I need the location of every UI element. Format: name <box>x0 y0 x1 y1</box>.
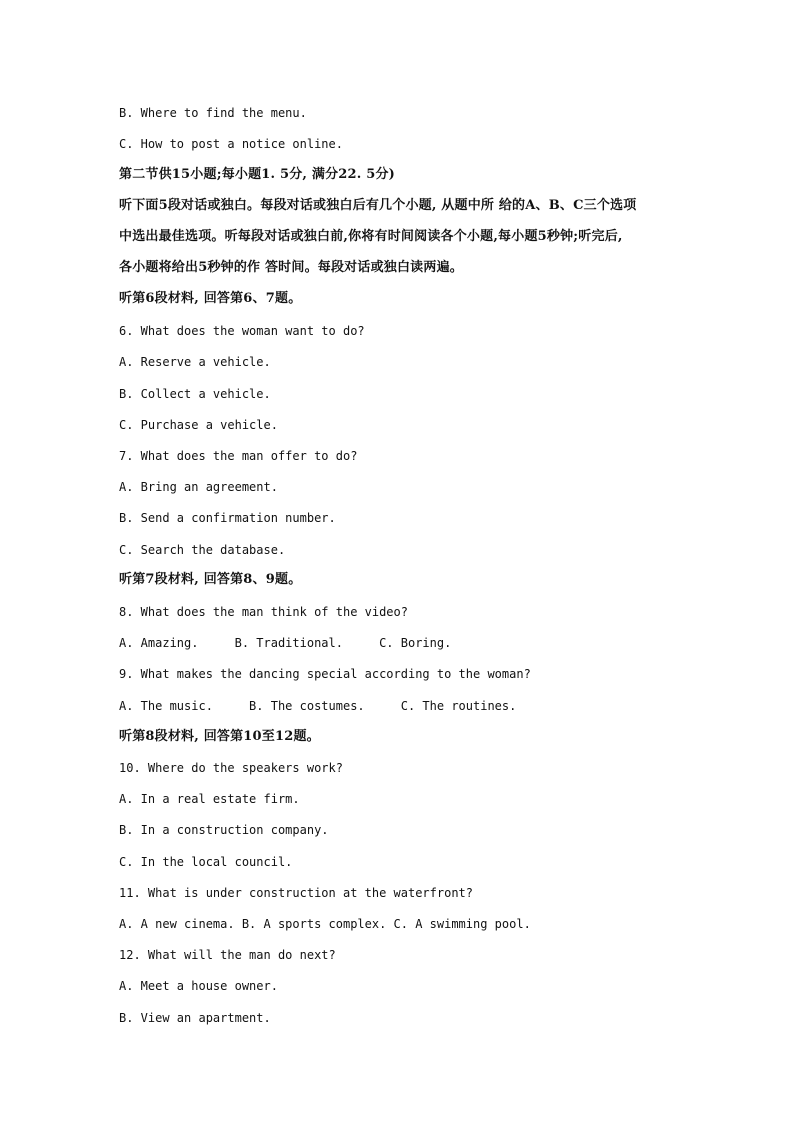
q6-option-a: A. Reserve a vehicle. <box>119 355 271 369</box>
question-11: 11. What is under construction at the waterfront? <box>119 886 474 900</box>
option-c-post-notice: C. How to post a notice online. <box>119 137 343 151</box>
passage-7-heading: 听第7段材料, 回答第8、9题。 <box>119 572 302 587</box>
question-12: 12. What will the man do next? <box>119 948 336 962</box>
q9-options: A. The music. B. The costumes. C. The routines. <box>119 699 517 713</box>
question-7: 7. What does the man offer to do? <box>119 449 358 463</box>
q8-options: A. Amazing. B. Traditional. C. Boring. <box>119 636 452 650</box>
question-9: 9. What makes the dancing special according to the woman? <box>119 667 531 681</box>
q10-option-b: B. In a construction company. <box>119 823 329 837</box>
q7-option-b: B. Send a confirmation number. <box>119 511 336 525</box>
question-6: 6. What does the woman want to do? <box>119 324 365 338</box>
passage-6-heading: 听第6段材料, 回答第6、7题。 <box>119 291 302 306</box>
option-b-find-menu: B. Where to find the menu. <box>119 106 307 120</box>
q11-options: A. A new cinema. B. A sports complex. C. A swimming pool. <box>119 917 531 931</box>
q6-option-b: B. Collect a vehicle. <box>119 387 271 401</box>
instructions-line-3: 各小题将给出5秒钟的作 答时间。每段对话或独白读两遍。 <box>119 260 463 275</box>
passage-8-heading: 听第8段材料, 回答第10至12题。 <box>119 729 320 744</box>
q7-option-a: A. Bring an agreement. <box>119 480 278 494</box>
section-two-heading: 第二节供15小题;每小题1. 5分, 满分22. 5分) <box>119 167 396 182</box>
q7-option-c: C. Search the database. <box>119 543 286 557</box>
question-10: 10. Where do the speakers work? <box>119 761 343 775</box>
q6-option-c: C. Purchase a vehicle. <box>119 418 278 432</box>
q10-option-a: A. In a real estate firm. <box>119 792 300 806</box>
q12-option-a: A. Meet a house owner. <box>119 979 278 993</box>
q10-option-c: C. In the local council. <box>119 855 293 869</box>
instructions-line-1: 听下面5段对话或独白。每段对话或独白后有几个小题, 从题中所 给的A、B、C三个选项 <box>119 198 637 213</box>
q12-option-b: B. View an apartment. <box>119 1011 271 1025</box>
instructions-line-2: 中选出最佳选项。听每段对话或独白前,你将有时间阅读各个小题,每小题5秒钟;听完后, <box>119 229 623 244</box>
question-8: 8. What does the man think of the video? <box>119 605 408 619</box>
